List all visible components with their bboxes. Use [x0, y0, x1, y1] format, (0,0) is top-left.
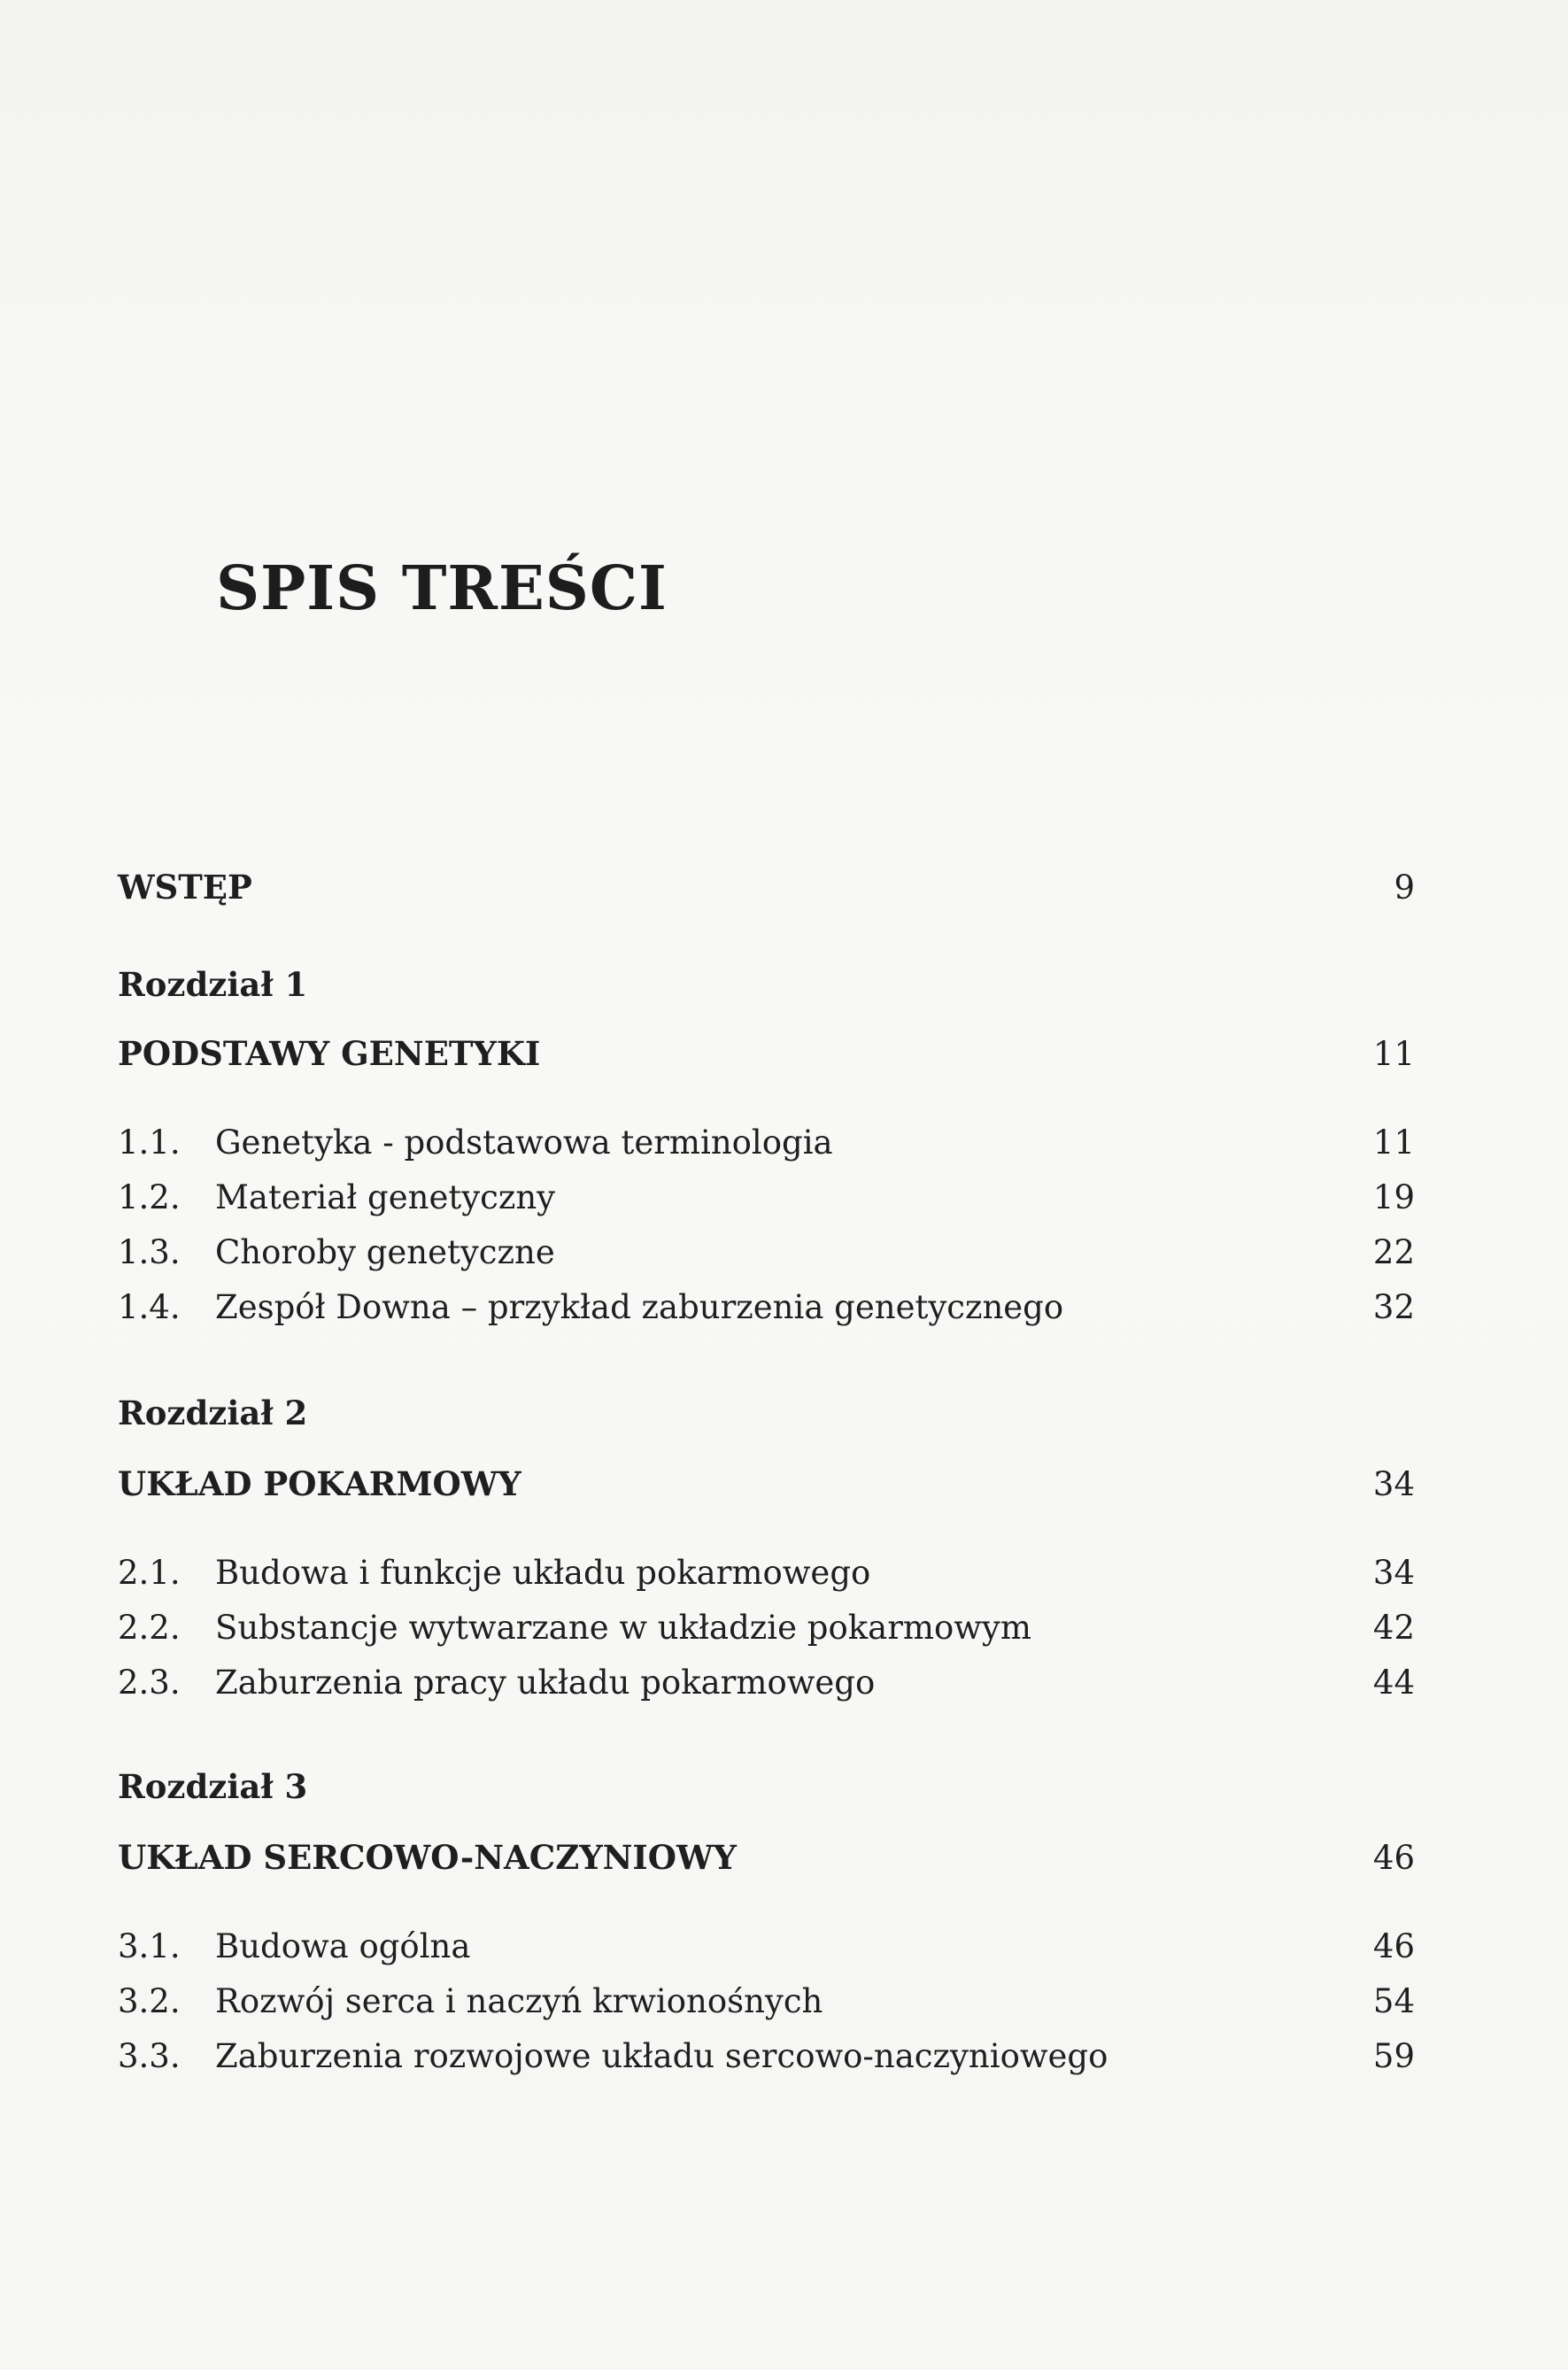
section-label: Zaburzenia pracy układu pokarmowego: [215, 1663, 876, 1702]
toc-section-entry[interactable]: [118, 1602, 1415, 1652]
toc-entry-page: 46: [1372, 1926, 1415, 1965]
toc-entry-page: 44: [1372, 1663, 1415, 1702]
chapter-label: Rozdział 1: [118, 965, 308, 1004]
section-label: Choroby genetyczne: [215, 1232, 555, 1271]
chapter-title: PODSTAWY GENETYKI: [118, 1034, 541, 1073]
toc-entry-intro[interactable]: [118, 862, 1415, 912]
section-number: 2.2.: [118, 1608, 181, 1647]
toc-chapter-title[interactable]: [118, 1029, 1415, 1078]
toc-entry-page: 46: [1372, 1838, 1415, 1877]
chapter-label: Rozdział 2: [118, 1393, 308, 1432]
section-label: Materiał genetyczny: [215, 1177, 556, 1216]
chapter-title: UKŁAD SERCOWO-NACZYNIOWY: [118, 1838, 737, 1877]
toc-section-entry[interactable]: [118, 1117, 1415, 1167]
toc-entry-page: 11: [1372, 1034, 1415, 1073]
section-number: 3.3.: [118, 2036, 181, 2075]
toc-section-entry[interactable]: [118, 1548, 1415, 1597]
toc-section-entry[interactable]: [118, 1227, 1415, 1277]
toc-chapter-title[interactable]: [118, 1459, 1415, 1509]
section-label: Rozwój serca i naczyń krwionośnych: [215, 1981, 823, 2020]
toc-entry-page: 32: [1372, 1287, 1415, 1326]
toc-entry-page: 19: [1372, 1177, 1415, 1216]
toc-section-entry[interactable]: [118, 1172, 1415, 1222]
toc-section-entry[interactable]: [118, 1657, 1415, 1707]
toc-entry-label: WSTĘP: [118, 868, 252, 907]
toc-entry-page: 9: [1394, 868, 1415, 907]
section-number: 3.1.: [118, 1926, 181, 1965]
section-label: Budowa ogólna: [215, 1926, 471, 1965]
toc-section-entry[interactable]: [118, 2031, 1415, 2081]
section-number: 2.3.: [118, 1663, 181, 1702]
toc-section-entry[interactable]: [118, 1921, 1415, 1971]
section-number: 3.2.: [118, 1981, 181, 2020]
section-label: Genetyka - podstawowa terminologia: [215, 1123, 833, 1162]
section-label: Substancje wytwarzane w układzie pokarmowym: [215, 1608, 1031, 1647]
section-number: 1.4.: [118, 1287, 181, 1326]
section-label: Zespół Downa – przykład zaburzenia genetycznego: [215, 1287, 1064, 1326]
chapter-label: Rozdział 3: [118, 1767, 308, 1806]
toc-entry-page: 34: [1372, 1464, 1415, 1503]
toc-entry-page: 42: [1372, 1608, 1415, 1647]
toc-entry-page: 11: [1372, 1123, 1415, 1162]
chapter-title: UKŁAD POKARMOWY: [118, 1464, 521, 1503]
section-number: 1.2.: [118, 1177, 181, 1216]
toc-entry-page: 34: [1372, 1553, 1415, 1592]
section-label: Budowa i funkcje układu pokarmowego: [215, 1553, 871, 1592]
toc-entry-page: 54: [1372, 1981, 1415, 2020]
toc-section-entry[interactable]: [118, 1282, 1415, 1332]
page-title: SPIS TREŚCI: [216, 553, 668, 624]
section-number: 1.3.: [118, 1232, 181, 1271]
toc-chapter-title[interactable]: [118, 1833, 1415, 1882]
toc-entry-page: 22: [1372, 1232, 1415, 1271]
toc-entry-page: 59: [1372, 2036, 1415, 2075]
section-number: 1.1.: [118, 1123, 181, 1162]
toc-section-entry[interactable]: [118, 1976, 1415, 2026]
section-number: 2.1.: [118, 1553, 181, 1592]
section-label: Zaburzenia rozwojowe układu sercowo-naczyniowego: [215, 2036, 1108, 2075]
